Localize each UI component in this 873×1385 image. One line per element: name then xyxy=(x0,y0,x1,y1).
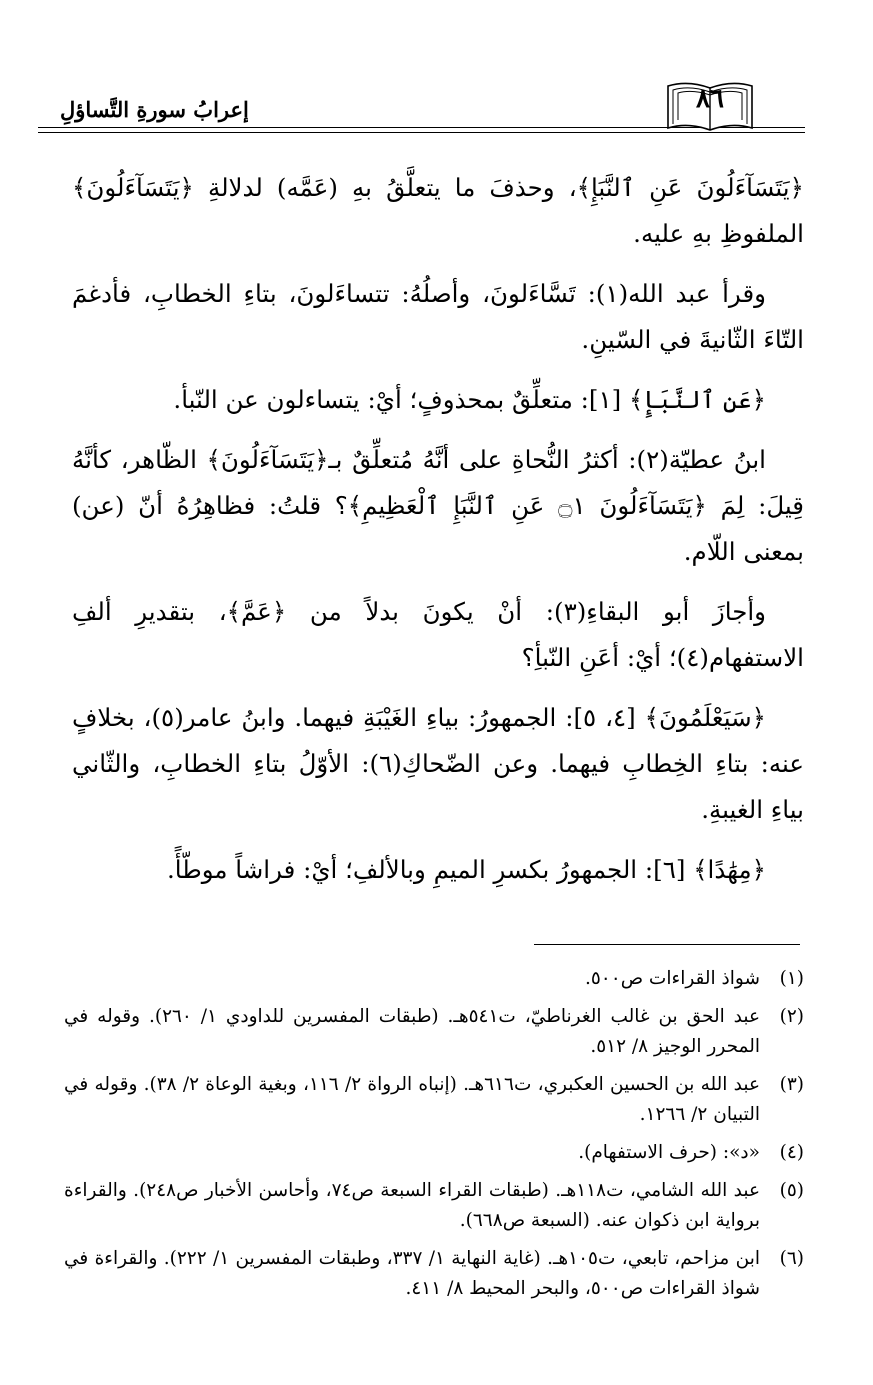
footnotes xyxy=(64,964,804,1312)
paragraph: ﴿مِهَٰدًا﴾ [٦]: الجمهورُ بكسرِ الميمِ وبالألفِ؛ أيْ: فراشاً موطّأً. xyxy=(166,855,766,884)
footnote xyxy=(64,1244,804,1304)
footnote xyxy=(64,1070,804,1130)
footnote-number: (٦) xyxy=(779,1248,804,1269)
footnote xyxy=(64,1138,804,1168)
footnote-text: عبد الحق بن غالب الغرناطيّ، ت٥٤١هـ. (طبقات المفسرين للداودي ١/ ٢٦٠). وقوله في المحرر الوجيز ٨/ ٥١٢. xyxy=(64,1006,760,1057)
footnote-number: (٢) xyxy=(779,1006,804,1027)
footnote-text: عبد الله الشامي، ت١١٨هـ. (طبقات القراء السبعة ص٧٤، وأحاسن الأخبار ص٢٤٨). والقراءة برواية ابن ذكوان عنه. (السبعة ص٦٦٨). xyxy=(64,1180,760,1231)
footnote-number: (٣) xyxy=(779,1074,804,1095)
footnote-text: «د»: (حرف الاستفهام). xyxy=(578,1142,760,1163)
footnote-separator xyxy=(534,944,800,945)
footnote-text: شواذ القراءات ص٥٠٠. xyxy=(584,968,760,989)
paragraph: ابنُ عطيّة(٢): أكثرُ النُّحاةِ على أنَّهُ مُتعلِّقٌ بـ﴿يَتَسَآءَلُونَ﴾ الظّاهر، كأنَّهُ قِيلَ: لِمَ ﴿يَتَسَآءَلُونَ ۝١ عَنِ ٱلنَّبَإِ ٱلْعَظِيمِ﴾؟ قلتُ: فظاهِرُهُ أنّ (عن) بمعنى اللّام. xyxy=(72,445,804,566)
footnote xyxy=(64,1176,804,1236)
footnote-number: (٥) xyxy=(779,1180,804,1201)
footnote-number: (١) xyxy=(779,968,804,989)
footnote-number: (٤) xyxy=(779,1142,804,1163)
paragraph: ﴿يَتَسَآءَلُونَ عَنِ ٱلنَّبَإِ﴾، وحذفَ ما يتعلَّقُ بهِ (عَمَّه) لدلالةِ ﴿يَتَسَآءَلُونَ﴾ الملفوظِ بهِ عليه. xyxy=(72,173,804,248)
page-number: ٨٦ xyxy=(696,84,724,114)
footnote-text: عبد الله بن الحسين العكبري، ت٦١٦هـ. (إنباه الرواة ٢/ ١١٦، وبغية الوعاة ٢/ ٣٨). وقوله في التبيان ٢/ ١٢٦٦. xyxy=(64,1074,760,1125)
paragraph: ﴿عَنِ ٱلنَّبَإِ﴾ [١]: متعلِّقٌ بمحذوفٍ؛ أيْ: يتساءلون عن النّبأ. xyxy=(173,385,766,414)
paragraph: وأجازَ أبو البقاءِ(٣): أنْ يكونَ بدلاً من ﴿عَمَّ﴾، بتقديرِ ألفِ الاستفهام(٤)؛ أيْ: أعَنِ النّبأِ؟ xyxy=(72,597,804,672)
footnote xyxy=(64,1002,804,1062)
footnote-text: ابن مزاحم، تابعي، ت١٠٥هـ. (غاية النهاية ١/ ٣٣٧، وطبقات المفسرين ١/ ٢٢٢). والقراءة في شواذ القراءات ص٥٠٠، والبحر المحيط ٨/ ٤١١. xyxy=(64,1248,760,1299)
main-text xyxy=(72,165,804,907)
footnote xyxy=(64,964,804,994)
paragraph: ﴿سَيَعْلَمُونَ﴾ [٤، ٥]: الجمهورُ: بياءِ الغَيْبَةِ فيهما. وابنُ عامر(٥)، بخلافٍ عنه: بتاءِ الخِطابِ فيهما. وعن الضّحاكِ(٦): الأوّلُ بتاءِ الخطابِ، والثّاني بياءِ الغيبةِ. xyxy=(72,703,804,824)
running-title: إعرابُ سورةِ التَّساؤلِ xyxy=(60,97,249,122)
paragraph: وقرأ عبد الله(١): تَسَّاءَلونَ، وأصلُهُ: تتساءَلونَ، بتاءِ الخطابِ، فأدغمَ التّاءَ الثّانيةَ في السّينِ. xyxy=(72,279,804,354)
